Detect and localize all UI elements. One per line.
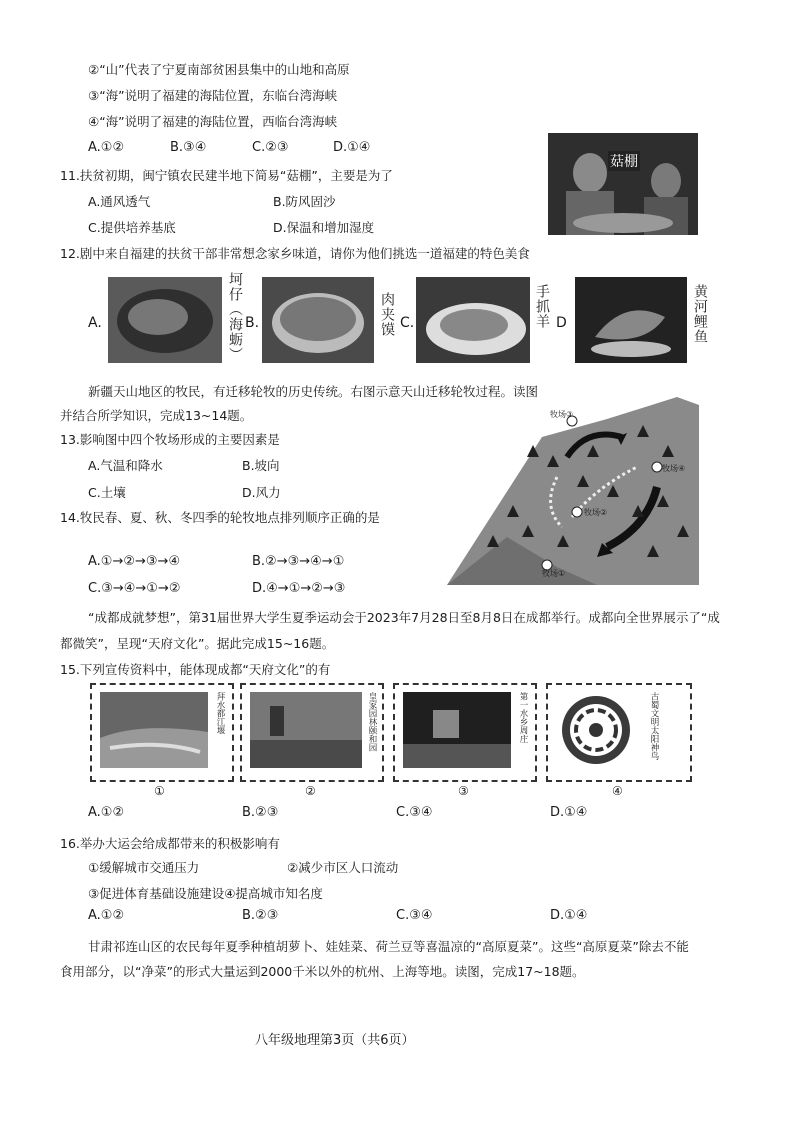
- q16-option-b: B.②③: [242, 908, 279, 923]
- tianshan-pasture-map: [447, 397, 699, 585]
- brochure-zhouzhuang-caption: 第一水乡周庄: [518, 692, 528, 743]
- q13-question: 13.影响图中四个牧场形成的主要因素是: [60, 432, 280, 447]
- q10-option-d: D.①④: [333, 140, 371, 155]
- q12-question: 12.剧中来自福建的扶贫干部非常想念家乡味道，请你为他们挑选一道福建的特色美食: [60, 246, 530, 261]
- q12-option-b-letter: B.: [245, 315, 260, 331]
- q15-option-a: A.①②: [88, 805, 125, 820]
- q14-option-c: C.③→④→①→②: [88, 581, 181, 596]
- pasture-2-label: 牧场②: [584, 508, 608, 517]
- q15-option-d: D.①④: [550, 805, 588, 820]
- q10-option-c: C.②③: [252, 140, 289, 155]
- q17-intro-cont: 食用部分，以“净菜”的形式大量运到2000千米以外的杭州、上海等地。读图，完成17~18题。: [60, 964, 585, 979]
- brochure-sun-bird-caption: 古蜀文明太阳神鸟: [649, 692, 659, 760]
- q16-item-2: ②减少市区人口流动: [287, 860, 399, 875]
- brochure-sun-bird: [546, 683, 692, 782]
- brochure-summer-palace-caption: 皇家园林颐和园: [367, 692, 377, 752]
- brochure-zhouzhuang: [393, 683, 537, 782]
- q16-option-a: A.①②: [88, 908, 125, 923]
- q13-option-c: C.土壤: [88, 485, 126, 500]
- q12-option-d-letter: D: [556, 315, 567, 331]
- statement-3: ③“海”说明了福建的海陆位置，东临台湾海峡: [88, 88, 338, 103]
- q16-item-3-4: ③促进体育基础设施建设④提高城市知名度: [88, 886, 323, 901]
- q10-option-b: B.③④: [170, 140, 207, 155]
- pasture-3-label: 牧场③: [550, 410, 574, 419]
- q12-option-a-letter: A.: [88, 315, 102, 331]
- q12-option-b-name: 肉夹馍: [379, 292, 395, 337]
- pasture-4-label: 牧场④: [662, 464, 686, 473]
- q16-item-1: ①缓解城市交通压力: [88, 860, 200, 875]
- rou-jia-mo-photo: [262, 277, 374, 363]
- oyster-omelette-photo: [108, 277, 222, 363]
- yellow-river-carp-photo: [575, 277, 687, 363]
- q10-option-a: A.①②: [88, 140, 125, 155]
- q15-option-c: C.③④: [396, 805, 433, 820]
- q14-option-a: A.①→②→③→④: [88, 554, 181, 569]
- brochure-summer-palace: [240, 683, 384, 782]
- pasture-1-label: 牧场①: [542, 569, 566, 578]
- q13-intro: 新疆天山地区的牧民，有迁移轮牧的历史传统。右图示意天山迁移轮牧过程。读图: [88, 384, 539, 399]
- q12-option-a-name: 坷仔（海蛎）: [227, 272, 243, 362]
- q12-option-c-letter: C.: [400, 315, 415, 331]
- q16-option-c: C.③④: [396, 908, 433, 923]
- q14-option-b: B.②→③→④→①: [252, 554, 345, 569]
- q11-option-b: B.防风固沙: [273, 194, 336, 209]
- q15-question: 15.下列宣传资料中，能体现成都“天府文化”的有: [60, 662, 331, 677]
- q16-question: 16.举办大运会给成都带来的积极影响有: [60, 836, 280, 851]
- statement-2: ②“山”代表了宁夏南部贫困县集中的山地和高原: [88, 62, 350, 77]
- mushroom-shed-label: 菇棚: [608, 151, 640, 171]
- q13-option-a: A.气温和降水: [88, 458, 163, 473]
- brochure-dujiangyan: [90, 683, 234, 782]
- q14-option-d: D.④→①→②→③: [252, 581, 346, 596]
- q17-intro: 甘肃祁连山区的农民每年夏季种植胡萝卜、娃娃菜、荷兰豆等喜温凉的“高原夏菜”。这些“高原夏菜”除去不能: [88, 939, 689, 954]
- brochure-num-4: ④: [612, 784, 623, 798]
- brochure-num-2: ②: [305, 784, 316, 798]
- q12-option-d-name: 黄河鲤鱼: [692, 284, 708, 344]
- mushroom-shed-photo: [548, 133, 698, 235]
- q15-intro: “成都成就梦想”，第31届世界大学生夏季运动会于2023年7月28日至8月8日在成都举行。成都向全世界展示了“成: [88, 610, 720, 625]
- q15-option-b: B.②③: [242, 805, 279, 820]
- q12-option-c-name: 手抓羊: [534, 284, 550, 329]
- q11-option-d: D.保温和增加湿度: [273, 220, 375, 235]
- q13-option-b: B.坡向: [242, 458, 280, 473]
- q13-option-d: D.风力: [242, 485, 281, 500]
- page-footer: 八年级地理第3页（共6页）: [255, 1033, 415, 1048]
- q11-option-c: C.提供培养基底: [88, 220, 176, 235]
- q15-intro-cont: 都微笑”，呈现“天府文化”。据此完成15~16题。: [60, 636, 335, 651]
- q16-option-d: D.①④: [550, 908, 588, 923]
- statement-4: ④“海”说明了福建的海陆位置，西临台湾海峡: [88, 114, 338, 129]
- brochure-num-3: ③: [458, 784, 469, 798]
- hand-grab-mutton-photo: [416, 277, 530, 363]
- q11-question: 11.扶贫初期，闽宁镇农民建半地下简易“菇棚”，主要是为了: [60, 168, 393, 183]
- brochure-dujiangyan-caption: 拜水都江堰: [215, 692, 225, 735]
- q13-intro-cont: 并结合所学知识，完成13~14题。: [60, 408, 253, 423]
- q14-question: 14.牧民春、夏、秋、冬四季的轮牧地点排列顺序正确的是: [60, 510, 380, 525]
- q11-option-a: A.通风透气: [88, 194, 151, 209]
- brochure-num-1: ①: [154, 784, 165, 798]
